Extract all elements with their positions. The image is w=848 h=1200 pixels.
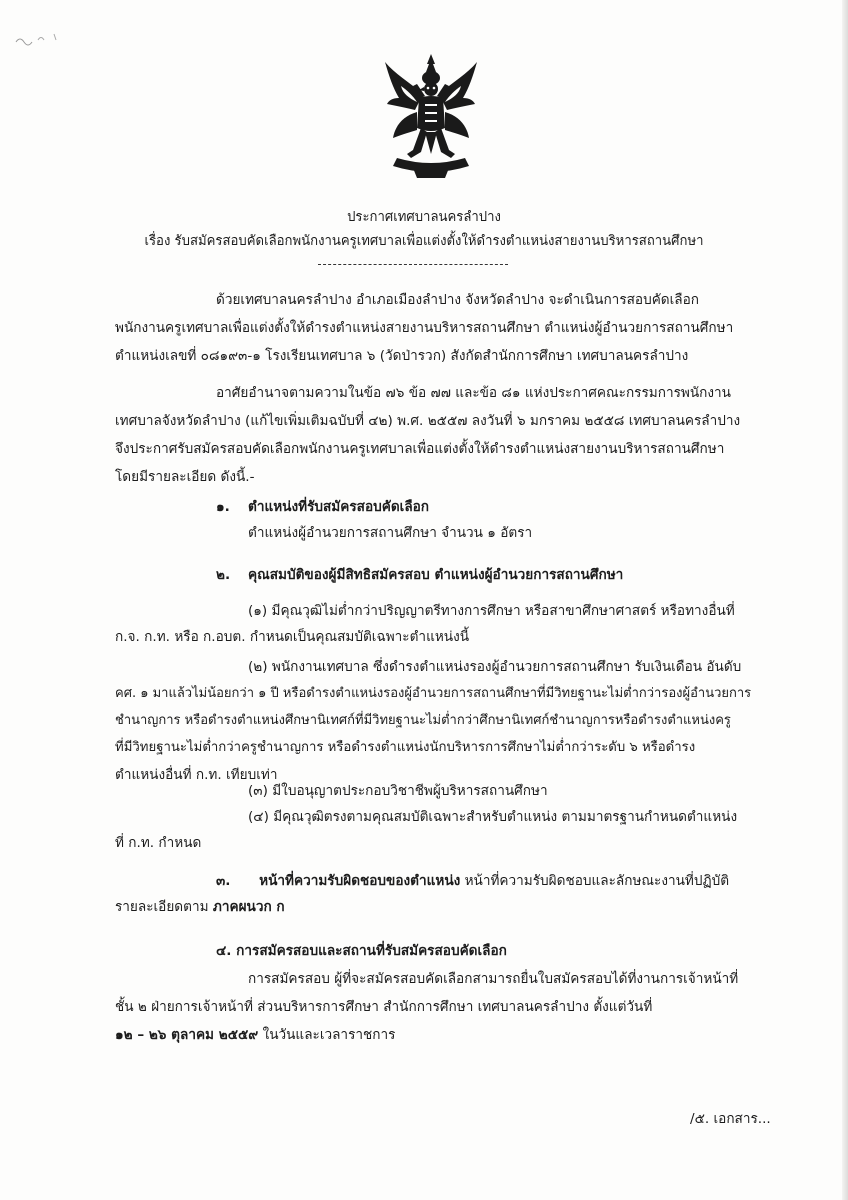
section2-item-3: (๓) มีใบอนุญาตประกอบวิชาชีพผู้บริหารสถานศึกษา (248, 783, 548, 799)
continuation-marker: /๕. เอกสาร... (690, 1111, 771, 1127)
intro-p2-line-1: อาศัยอำนาจตามความในข้อ ๗๖ ข้อ ๗๗ และข้อ ๘๑ แห่งประกาศคณะกรรมการพนักงาน (216, 385, 731, 401)
section2-item-4-cont: ที่ ก.ท. กำหนด (115, 835, 202, 851)
section2-item-4: (๔) มีคุณวุฒิตรงตามคุณสมบัติเฉพาะสำหรับตำแหน่ง ตามมาตรฐานกำหนดตำแหน่ง (248, 809, 738, 825)
garuda-emblem-icon (383, 54, 479, 180)
section3-line2-prefix: รายละเอียดตาม (115, 899, 213, 915)
section2-heading: คุณสมบัติของผู้มีสิทธิสมัครสอบ ตำแหน่งผู้อำนวยการสถานศึกษา (248, 567, 624, 583)
section4-line-1: การสมัครสอบ ผู้ที่จะสมัครสอบคัดเลือกสามารถยื่นใบสมัครสอบได้ที่งานการเจ้าหน้าที่ (248, 971, 739, 987)
section3-line-2 (115, 898, 285, 916)
announcement-title: ประกาศเทศบาลนครลำปาง (347, 209, 501, 225)
section2-number: ๒. (216, 567, 231, 583)
section2-item-1: (๑) มีคุณวุฒิไม่ต่ำกว่าปริญญาตรีทางการศึกษา หรือสาขาศึกษาศาสตร์ หรือทางอื่นที่ (248, 603, 735, 619)
margin-scribble (14, 30, 64, 50)
intro-p2-line-4: โดยมีรายละเอียด ดังนี้.- (115, 469, 255, 485)
section4-date-rest: ในวันและเวลาราชการ (262, 1027, 396, 1043)
intro-p2-line-2: เทศบาลจังหวัดลำปาง (แก้ไขเพิ่มเติมฉบับที่ ๔๒) พ.ศ. ๒๕๕๗ ลงวันที่ ๖ มกราคม ๒๕๕๘ เทศบาลนครลำปาง (115, 413, 741, 429)
section4-heading: ๔. การสมัครสอบและสถานที่รับสมัครสอบคัดเลือก (216, 943, 507, 959)
section3-appendix: ภาคผนวก ก (212, 899, 285, 915)
intro-p1-line-3: ตำแหน่งเลขที่ ๐๘๑๙๓-๑ โรงเรียนเทศบาล ๖ (วัดป่ารวก) สังกัดสำนักการศึกษา เทศบาลนครลำปาง (115, 348, 689, 364)
section2-item-2-cont-2: ชำนาญการ หรือดำรงตำแหน่งศึกษานิเทศก์ที่มีวิทยฐานะไม่ต่ำกว่าศึกษานิเทศก์ชำนาญการหรือดำรงตำแหน่งครู (115, 713, 731, 728)
section1-body: ตำแหน่งผู้อำนวยการสถานศึกษา จำนวน ๑ อัตรา (248, 525, 533, 541)
section1-heading: ตำแหน่งที่รับสมัครสอบคัดเลือก (248, 499, 430, 515)
section2-item-1-cont: ก.จ. ก.ท. หรือ ก.อบต. กำหนดเป็นคุณสมบัติเฉพาะตำแหน่งนี้ (115, 629, 470, 645)
section3-number: ๓. (216, 873, 231, 889)
intro-p2-line-3: จึงประกาศรับสมัครสอบคัดเลือกพนักงานครูเทศบาลเพื่อแต่งตั้งให้ดำรงตำแหน่งสายงานบริหารสถานศึกษา (115, 441, 725, 457)
section4-dates: ๑๒ – ๒๖ ตุลาคม ๒๕๕๙ (115, 1027, 259, 1043)
section4-line-2: ชั้น ๒ ฝ่ายการเจ้าหน้าที่ ส่วนบริหารการศึกษา สำนักการศึกษา เทศบาลนครลำปาง ตั้งแต่วันที่ (115, 999, 653, 1015)
intro-p1-line-1: ด้วยเทศบาลนครลำปาง อำเภอเมืองลำปาง จังหวัดลำปาง จะดำเนินการสอบคัดเลือก (216, 292, 700, 308)
section2-item-2-cont-4: ตำแหน่งอื่นที่ ก.ท. เทียบเท่า (115, 767, 278, 783)
section3-heading: หน้าที่ความรับผิดชอบของตำแหน่ง (259, 873, 461, 889)
section2-item-2-cont-3: ที่มีวิทยฐานะไม่ต่ำกว่าครูชำนาญการ หรือดำรงตำแหน่งนักบริหารการศึกษาไม่ต่ำกว่าระดับ ๖ หรือดำรง (115, 740, 696, 755)
header-divider (318, 264, 508, 265)
section3-rest: หน้าที่ความรับผิดชอบและลักษณะงานที่ปฏิบัติ (464, 873, 730, 889)
section2-item-2: (๒) พนักงานเทศบาล ซึ่งดำรงตำแหน่งรองผู้อำนวยการสถานศึกษา รับเงินเดือน อันดับ (248, 659, 742, 675)
intro-p1-line-2: พนักงานครูเทศบาลเพื่อแต่งตั้งให้ดำรงตำแหน่งสายงานบริหารสถานศึกษา ตำแหน่งผู้อำนวยการสถานศึกษา (115, 320, 734, 336)
section1-number: ๑. (216, 499, 230, 515)
section2-item-2-cont-1: คศ. ๑ มาแล้วไม่น้อยกว่า ๑ ปี หรือดำรงตำแหน่งรองผู้อำนวยการสถานศึกษาที่มีวิทยฐานะไม่ต่ำกว่ารองผู้อำนวยการ (115, 686, 752, 701)
section4-line-3 (115, 1026, 395, 1044)
page-edge-shadow (842, 0, 848, 1200)
announcement-subject: เรื่อง รับสมัครสอบคัดเลือกพนักงานครูเทศบาลเพื่อแต่งตั้งให้ดำรงตำแหน่งสายงานบริหารสถานศึกษา (144, 233, 704, 249)
section3-line-1 (216, 872, 729, 890)
